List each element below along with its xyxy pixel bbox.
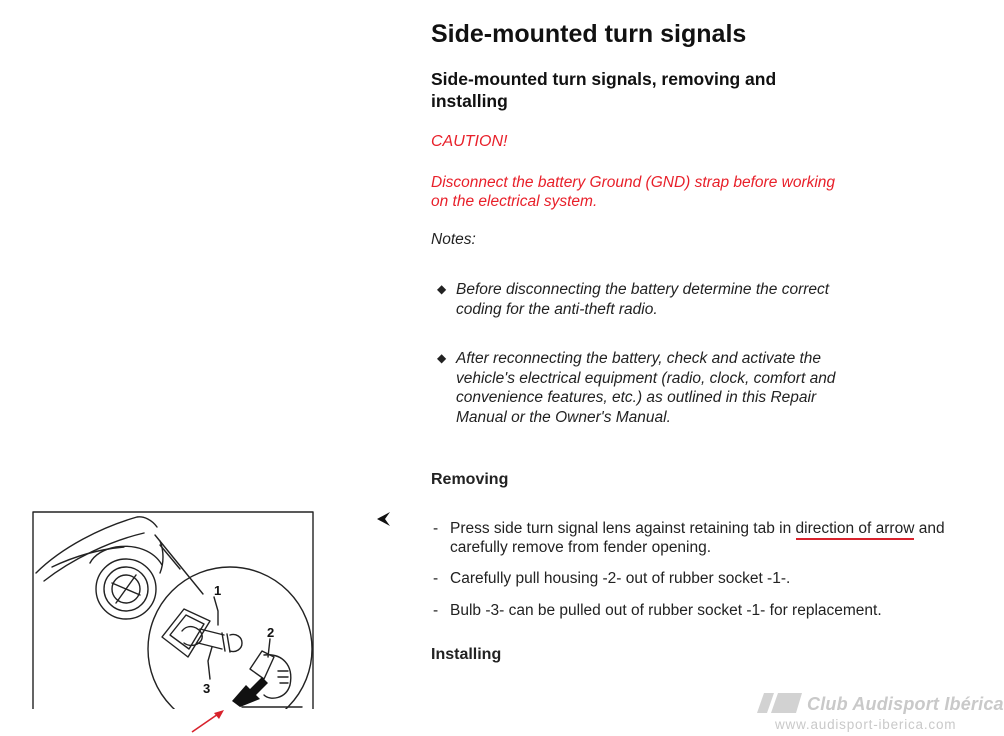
callout-label-1: 1 (214, 583, 222, 598)
step-text: Bulb -3- can be pulled out of rubber socket -1- for replacement. (450, 602, 882, 619)
removing-step (433, 601, 993, 620)
watermark-name: Club Audisport Ibérica (807, 694, 1004, 714)
caution-text: Disconnect the battery Ground (GND) strap before working on the electrical system. (431, 174, 836, 210)
note-item (437, 349, 857, 427)
note-text: Before disconnecting the battery determine the correct coding for the anti-theft radio. (456, 281, 830, 318)
note-text: After reconnecting the battery, check and activate the vehicle's electrical equipment (radio, clock, comfort and convenience features, etc.) as outlined in this Repair Manual or the Owner's Manual. (456, 350, 836, 426)
note-item (437, 280, 857, 319)
diamond-bullet-icon: ◆ (437, 282, 447, 296)
step-text-start: Press side turn signal lens against retaining tab in (450, 520, 796, 537)
step-text (450, 519, 993, 557)
step-dash: - (433, 602, 439, 619)
section-title: Side-mounted turn signals, removing and installing (431, 69, 777, 111)
step-text: Carefully pull housing -2- out of rubber socket -1-. (450, 570, 791, 587)
removing-step (433, 569, 993, 588)
removing-step (433, 519, 993, 557)
audisport-logo-icon (756, 692, 804, 714)
callout-label-3: 3 (203, 681, 211, 696)
figure-pointer-icon (376, 511, 392, 527)
direction-of-arrow-highlight: direction of arrow (796, 520, 915, 540)
callout-label-2: 2 (267, 625, 275, 640)
notes-label: Notes: (431, 231, 476, 248)
step-text-end: and carefully remove from fender opening. (450, 520, 945, 556)
page-title: Side-mounted turn signals (431, 20, 747, 48)
step-dash: - (433, 520, 439, 537)
diamond-bullet-icon: ◆ (437, 351, 447, 365)
removing-heading: Removing (431, 471, 509, 488)
caution-label: CAUTION! (431, 133, 508, 150)
annotation-arrow-icon (188, 706, 228, 736)
installing-heading: Installing (431, 646, 502, 663)
watermark-url: www.audisport-iberica.com (775, 717, 957, 732)
step-dash: - (433, 570, 439, 587)
turn-signal-illustration (32, 511, 314, 709)
